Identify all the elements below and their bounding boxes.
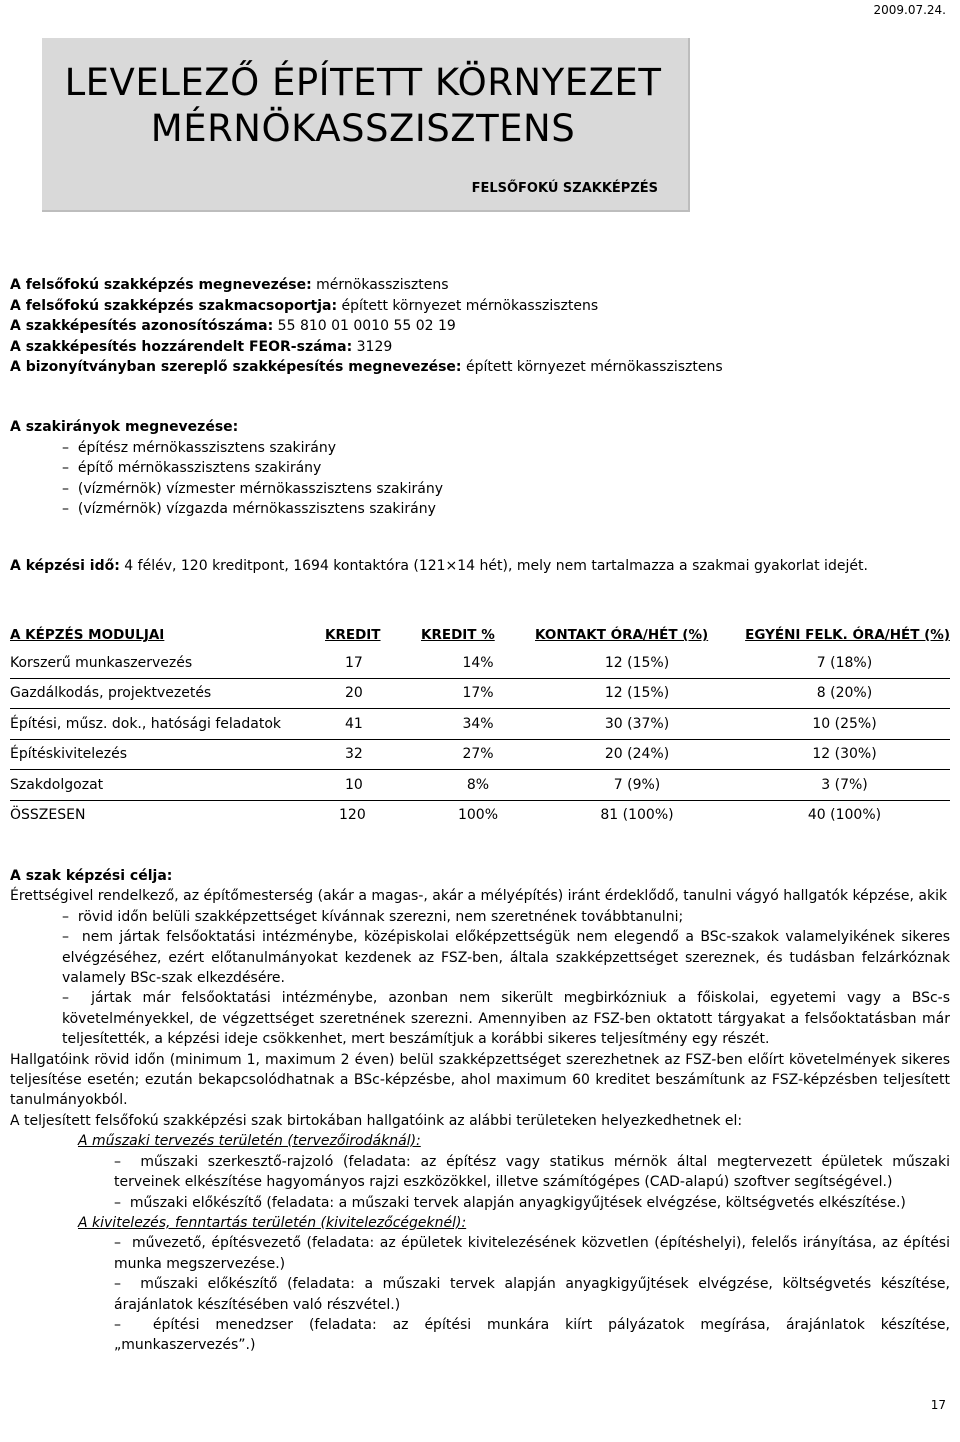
table-cell: Építési, műsz. dok., hatósági feladatok [10, 709, 325, 740]
table-row [10, 739, 950, 770]
area-title: A kivitelezés, fenntartás területén (kivitelezőcégeknél): [78, 1214, 467, 1231]
list-item: – (vízmérnök) vízgazda mérnökasszisztens szakirány [62, 501, 436, 518]
table-cell: 12 (15%) [535, 648, 739, 678]
list-item: – építész mérnökasszisztens szakirány [62, 439, 337, 456]
info-line [10, 357, 723, 378]
info-label: A bizonyítványban szereplő szakképesítés megnevezése: [10, 359, 462, 376]
list-item: – műszaki előkészítő (feladata: a műszaki tervek alapján anyagkigyűjtések elvégzése, költségvetés elkészítése.) [114, 1194, 906, 1211]
list-item: – műszaki szerkesztő-rajzoló (feladata: az építész vagy statikus mérnök által megtervezett épületek műszaki terveinek elkészítése hagyományos rajzi eszközökkel, illetve számítógépes (CAD-alapú) szoftver segítségével.) [114, 1153, 950, 1191]
goal-paragraph: Hallgatóink rövid időn (minimum 1, maximum 2 éven) belül szakképzettséget szerezhetnek az FSZ-ben előírt követelmények sikeres teljesítése esetén; ezután bekapcsolódhatnak a BSc-képzésbe, ahol maximum 60 kreditet beszámítunk az FSZ-képzésben teljesített tanulmányokból. [10, 1051, 950, 1109]
title-box [42, 38, 690, 212]
info-line [10, 296, 723, 317]
specializations [10, 417, 443, 520]
table-header: KONTAKT ÓRA/HÉT (%) [535, 627, 709, 643]
list-item: – jártak már felsőoktatási intézménybe, azonban nem sikerült megbirkózniuk a főiskolai, egyetemi vagy a BSc-s követelményekkel, de végzettséget szeretnének szerezni. Amennyiben az FSZ-ben oktatott tárgyakat a felsőoktatásban már teljesítették, a képzési ideje csökkenhet, mert beszámítjuk a korábbi sikeres teljesítmény egy részét. [62, 990, 950, 1048]
modules-table [10, 622, 950, 830]
table-cell: 20 (24%) [535, 739, 739, 770]
table-cell: 3 (7%) [739, 770, 950, 801]
table-cell: 34% [421, 709, 535, 740]
table-cell: 8 (20%) [739, 678, 950, 709]
title-line-2: MÉRNÖKASSZISZTENS [150, 107, 576, 150]
table-cell: 41 [325, 709, 421, 740]
info-block [10, 275, 723, 378]
goal-paragraph: A teljesített felsőfokú szakképzési szak birtokában hallgatóink az alábbi területeken helyezkedhetnek el: [10, 1112, 743, 1129]
table-row [10, 709, 950, 740]
info-label: A felsőfokú szakképzés megnevezése: [10, 277, 312, 293]
table-cell: Korszerű munkaszervezés [10, 648, 325, 678]
table-row [10, 678, 950, 709]
info-value: mérnökasszisztens [311, 277, 449, 293]
table-header-row [10, 622, 950, 648]
table-row [10, 648, 950, 678]
goal-intro: Érettségivel rendelkező, az építőmesterség (akár a magas-, akár a mélyépítés) iránt érdeklődő, tanulni vágyó hallgatók képzése, akik [10, 888, 948, 905]
info-label: A szakképesítés hozzárendelt FEOR-száma: [10, 338, 353, 355]
info-line [10, 275, 723, 296]
list-item: – építési menedzser (feladata: az építési munkára kiírt pályázatok megírása, árajánlatok készítése, „munkaszervezés”.) [114, 1316, 950, 1354]
table-cell: ÖSSZESEN [10, 807, 86, 824]
list-item: – rövid időn belüli szakképzettséget kívánnak szerezni, nem szeretnének továbbtanulni; [62, 908, 684, 925]
table-row [10, 770, 950, 801]
date: 2009.07.24. [873, 3, 946, 17]
title-line-1: LEVELEZŐ ÉPÍTETT KÖRNYEZET [64, 61, 662, 104]
training-time-value: 4 félév, 120 kreditpont, 1694 kontaktóra (121×14 hét), mely nem tartalmazza a szakmai gyakorlat idejét. [119, 558, 868, 574]
table-cell: 12 (30%) [739, 739, 950, 770]
info-line [10, 316, 723, 337]
table-cell: 10 (25%) [739, 709, 950, 740]
list-item: – (vízmérnök) vízmester mérnökasszisztens szakirány [62, 480, 444, 497]
table-row-total [10, 800, 950, 830]
info-label: A felsőfokú szakképzés szakmacsoportja: [10, 297, 338, 314]
info-value: 3129 [352, 338, 393, 355]
table-cell: 30 (37%) [535, 709, 739, 740]
list-item: – építő mérnökasszisztens szakirány [62, 460, 322, 477]
table-cell: 27% [421, 739, 535, 770]
table-cell: 17 [325, 648, 421, 678]
table-cell: 81 (100%) [600, 807, 674, 824]
table-cell: 100% [457, 807, 499, 824]
table-header: A KÉPZÉS MODULJAI [10, 627, 165, 643]
list-item: – művezető, építésvezető (feladata: az épületek kivitelezésének közvetlen (építéshelyi), felelős irányítása, az építési munka megszervezése.) [114, 1235, 950, 1272]
table-cell: 7 (9%) [535, 770, 739, 801]
table-cell: 17% [421, 678, 535, 709]
table-cell: 7 (18%) [739, 648, 950, 678]
info-value: épített környezet mérnökasszisztens [337, 297, 599, 314]
table-cell: Szakdolgozat [10, 770, 325, 801]
info-value: épített környezet mérnökasszisztens [461, 359, 723, 376]
info-label: A szakképesítés azonosítószáma: [10, 318, 274, 335]
table-cell: 20 [325, 678, 421, 709]
training-time [10, 558, 868, 574]
training-goal [10, 866, 950, 1356]
subtitle: FELSŐFOKÚ SZAKKÉPZÉS [471, 181, 658, 196]
table-cell: Építéskivitelezés [10, 739, 325, 770]
specializations-heading: A szakirányok megnevezése: [10, 419, 239, 435]
table-cell: 12 (15%) [535, 678, 739, 709]
list-item: – nem jártak felsőoktatási intézménybe, középiskolai előképzettségük nem elegendő a BSc-szakok valamelyikének sikeres elvégzéséhez, ezért előtanulmányokat kezdenek az FSZ-ben, általa szakképzettséget szereznek, és tudásban felzárkóznak valamely BSc-szak elkezdésére. [62, 929, 950, 987]
table-cell: 8% [421, 770, 535, 801]
table-cell: 120 [339, 807, 366, 824]
goal-heading: A szak képzési célja: [10, 868, 173, 884]
table-header: KREDIT [325, 627, 381, 643]
training-time-label: A képzési idő: [10, 558, 120, 574]
info-value: 55 810 01 0010 55 02 19 [273, 318, 456, 335]
table-cell: 10 [325, 770, 421, 801]
table-cell: 32 [325, 739, 421, 770]
table-header: EGYÉNI FELK. ÓRA/HÉT (%) [745, 627, 950, 643]
table-header: KREDIT % [421, 627, 495, 643]
list-item: – műszaki előkészítő (feladata: a műszaki tervek alapján anyagkigyűjtések elvégzése, költségvetés készítése, árajánlatok készítésében való részvétel.) [114, 1276, 950, 1313]
area-title: A műszaki tervezés területén (tervezőirodáknál): [78, 1133, 421, 1150]
info-line [10, 337, 723, 358]
table-cell: 14% [421, 648, 535, 678]
page-number: 17 [930, 1398, 946, 1412]
table-cell: 40 (100%) [807, 807, 882, 824]
table-cell: Gazdálkodás, projektvezetés [10, 678, 325, 709]
